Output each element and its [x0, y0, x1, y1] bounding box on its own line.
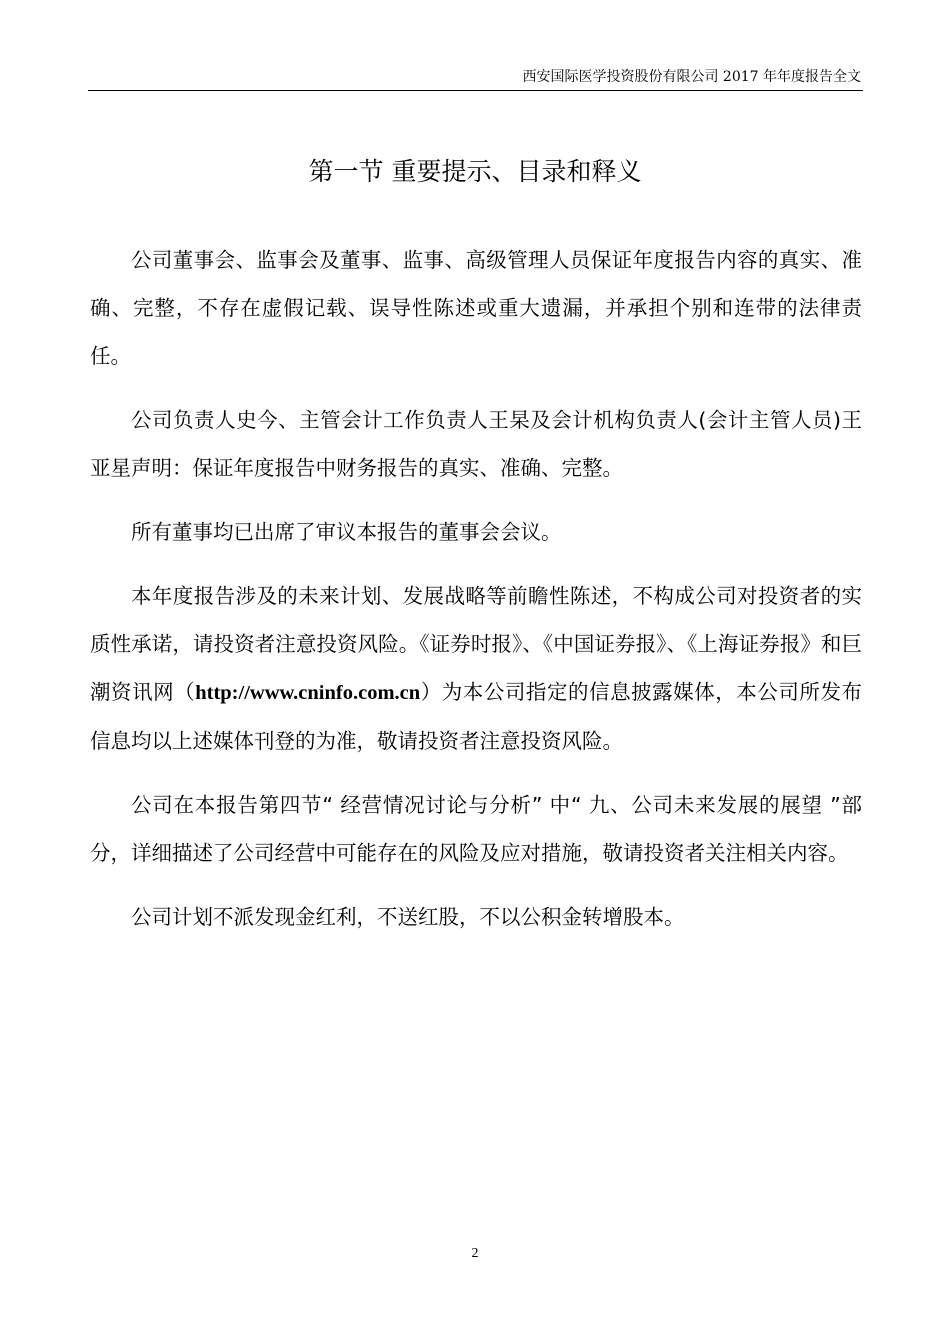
paragraph-dividend-plan: 公司计划不派发现金红利，不送红股，不以公积金转增股本。 [131, 905, 685, 929]
forward-looking-text-after-url: ）为本公司指定的信息披露媒体，本公司所发布信息均以上述媒体刊登的为准，敬请投资者注意投资风险。 [90, 680, 863, 753]
body-text [90, 236, 862, 957]
paragraph-risk-reference: 公司在本报告第四节“ 经营情况讨论与分析” 中“ 九、公司未来发展的展望 ”部分，详细描述了公司经营中可能存在的风险及应对措施，敬请投资者关注相关内容。 [90, 793, 862, 865]
paragraph-directors-attendance: 所有董事均已出席了审议本报告的董事会会议。 [131, 520, 562, 544]
paragraph-responsible-persons-statement: 公司负责人史今、主管会计工作负责人王杲及会计机构负责人(会计主管人员)王亚星声明：保证年度报告中财务报告的真实、准确、完整。 [90, 408, 862, 480]
running-title: 西安国际医学投资股份有限公司 2017 年年度报告全文 [522, 69, 861, 85]
forward-looking-text-before-url: 本年度报告涉及的未来计划、发展战略等前瞻性陈述，不构成公司对投资者的实质性承诺，请投资者注意投资风险。《证券时报》、《中国证券报》、《上海证券报》和巨潮资讯网（ [90, 584, 862, 704]
paragraph-forward-looking-statements [90, 572, 862, 765]
cninfo-url: http://www.cninfo.com.cn [195, 682, 421, 704]
page-header [88, 64, 863, 91]
paragraph-board-guarantee: 公司董事会、监事会及董事、监事、高级管理人员保证年度报告内容的真实、准确、完整，不存在虚假记载、误导性陈述或重大遗漏，并承担个别和连带的法律责任。 [90, 248, 862, 368]
page-number: 2 [471, 1246, 479, 1261]
section-title: 第一节 重要提示、目录和释义 [308, 157, 642, 186]
